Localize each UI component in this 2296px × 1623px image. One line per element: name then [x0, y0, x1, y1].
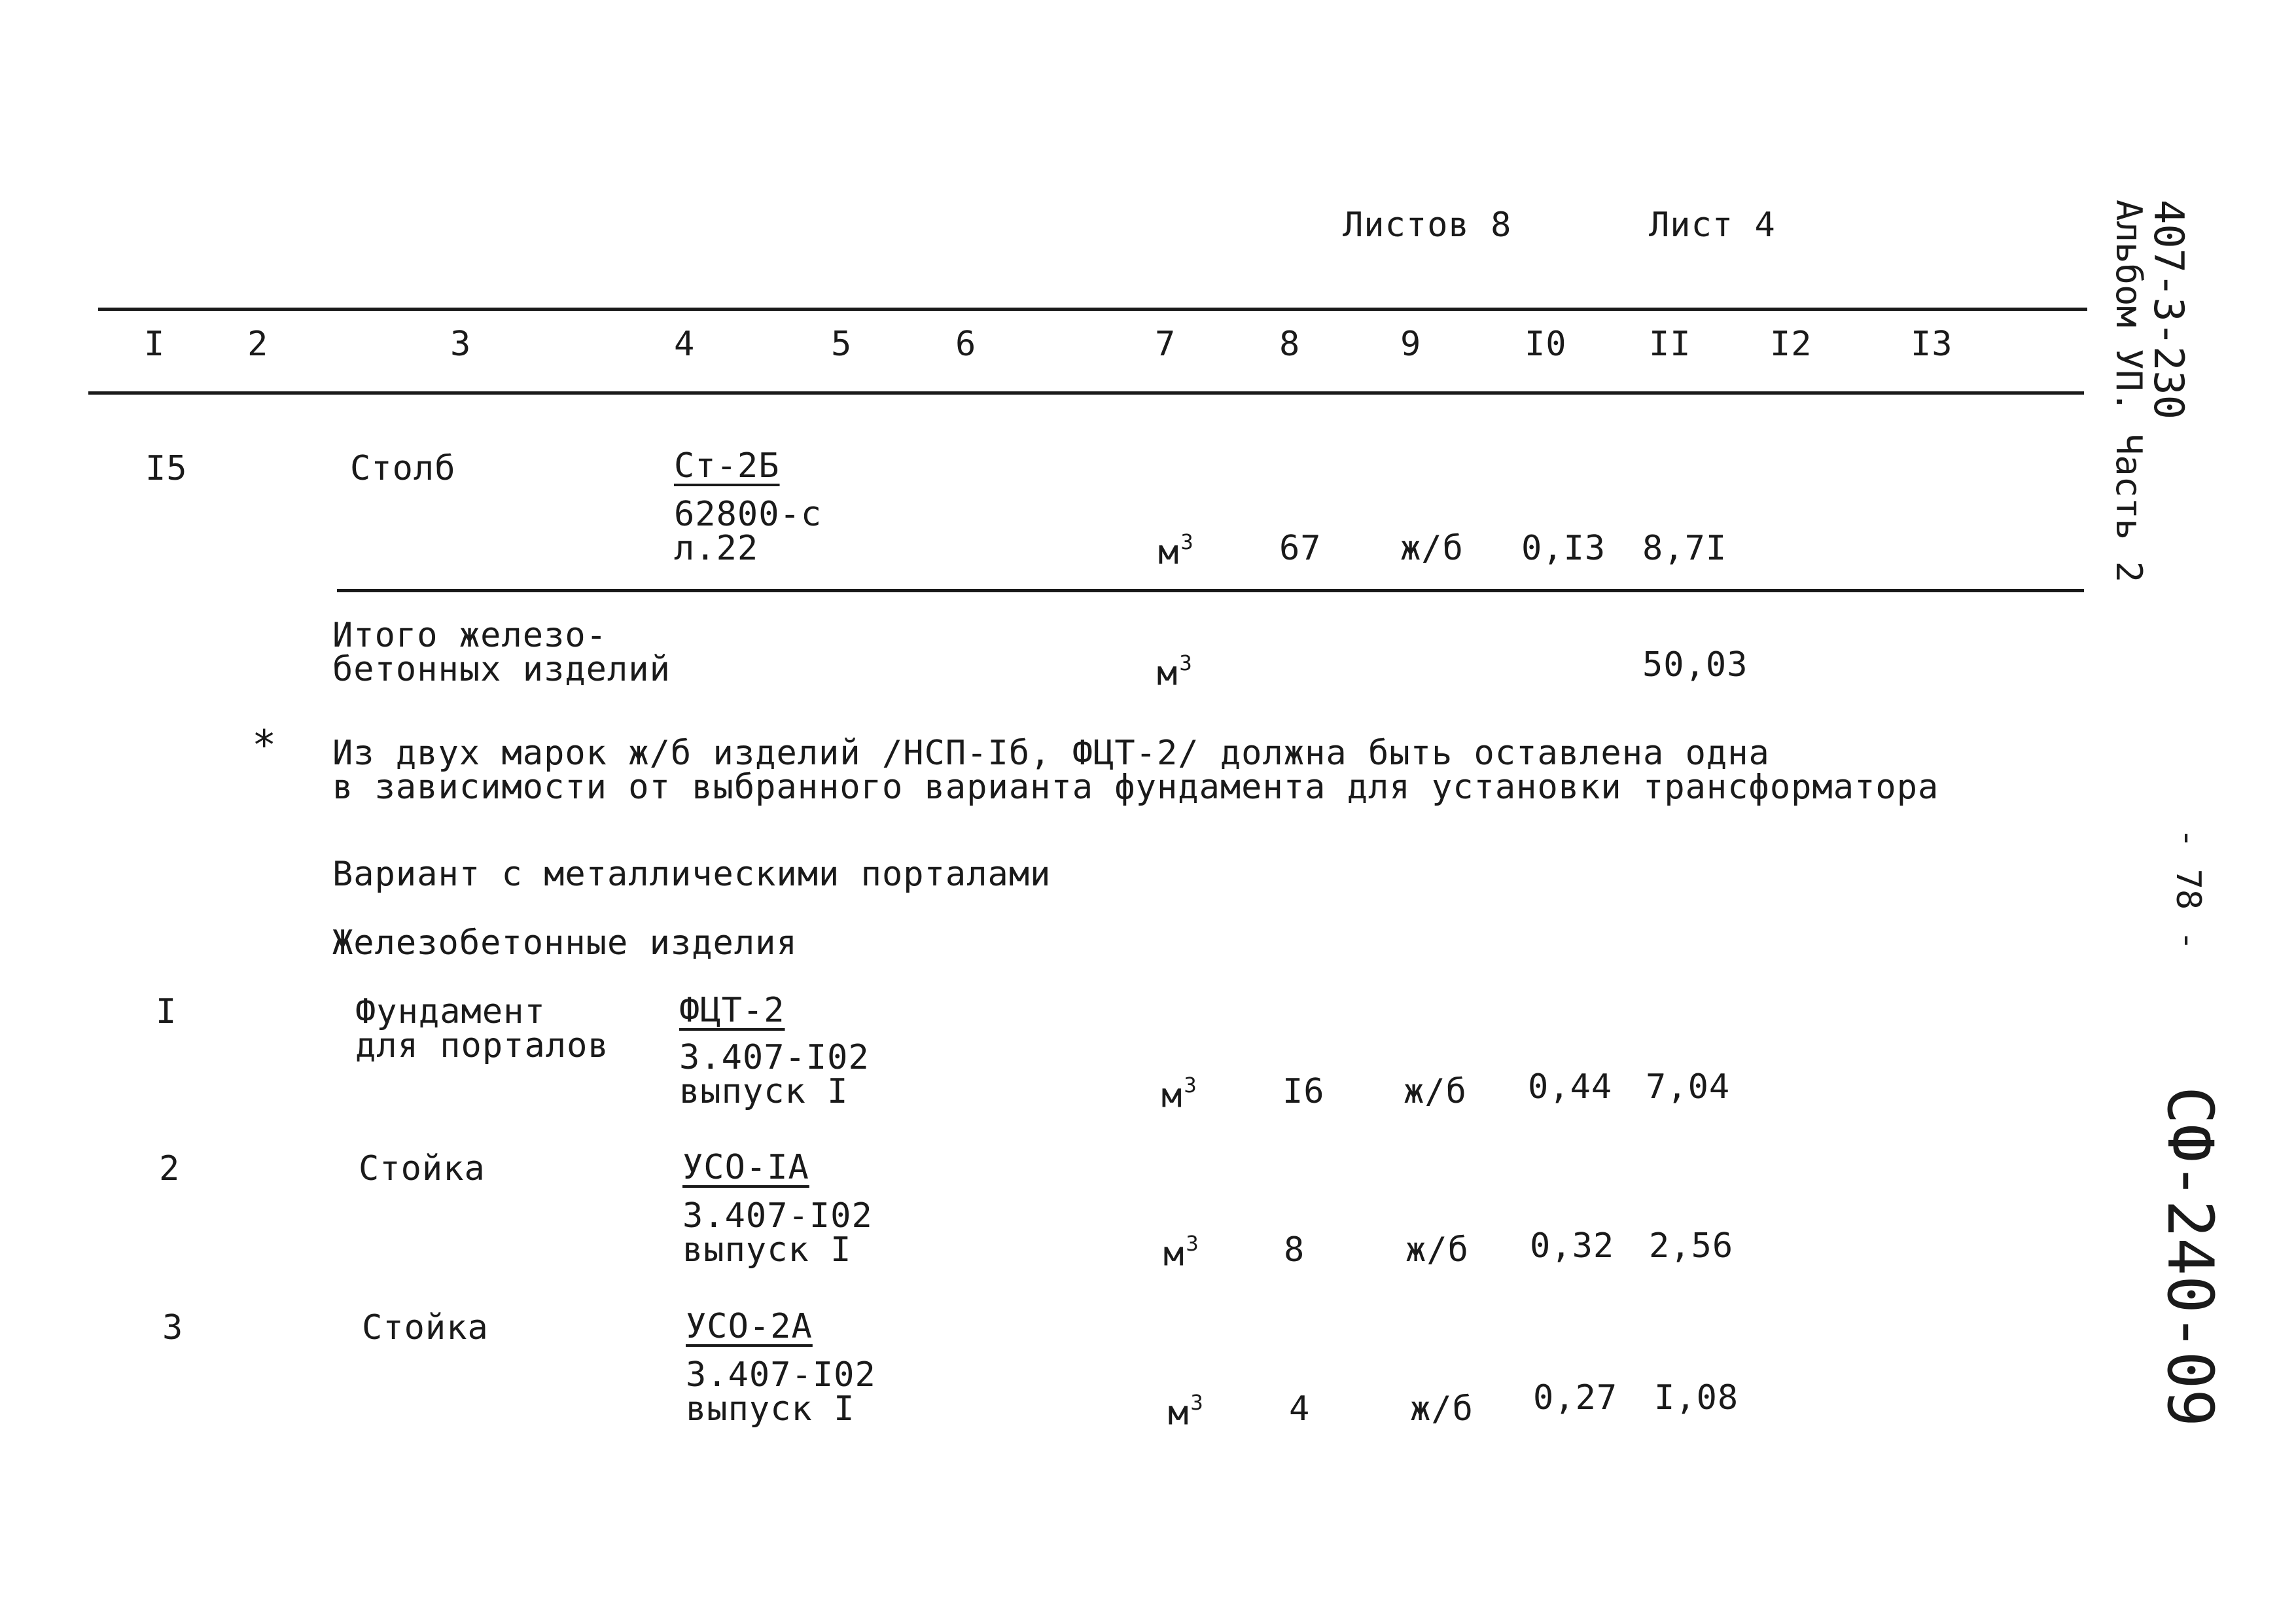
column-number-3: 3 — [450, 325, 472, 364]
footnote-marker: * — [252, 721, 277, 769]
subsection-title: Железобетонные изделия — [332, 923, 798, 963]
document-sheet: л.22 — [674, 529, 759, 568]
album-code: 407-3-230 — [2145, 200, 2193, 419]
document-reference: 3.407-I02 — [686, 1355, 876, 1395]
page-number: - 78 - — [2168, 828, 2208, 951]
unit: $м^3$ — [1163, 1231, 1199, 1274]
column-number-2: 2 — [247, 325, 269, 364]
item-name-line2: для порталов — [355, 1026, 609, 1065]
position-number: 3 — [162, 1308, 184, 1347]
quantity: 8 — [1284, 1230, 1305, 1270]
total-volume: 7,04 — [1646, 1067, 1731, 1107]
item-mark: ФЦТ-2 — [679, 991, 785, 1030]
position-number: I5 — [145, 449, 188, 488]
unit: $м^3$ — [1168, 1390, 1204, 1433]
column-number-11: II — [1649, 325, 1691, 364]
document-reference: 3.407-I02 — [679, 1038, 870, 1077]
position-number: I — [156, 992, 177, 1031]
unit-volume: 0,I3 — [1521, 529, 1606, 568]
unit-volume: 0,32 — [1530, 1226, 1615, 1266]
item-name: Стойка — [362, 1308, 489, 1347]
material: ж/б — [1410, 1389, 1474, 1429]
item-name: Стойка — [359, 1149, 486, 1188]
item-mark: УСО-IА — [682, 1148, 809, 1187]
total-value: 50,03 — [1642, 645, 1748, 685]
total-unit: $м^3$ — [1157, 651, 1193, 694]
section-title: Вариант с металлическими порталами — [332, 855, 1051, 894]
archive-code: СФ-240-09 — [2153, 1086, 2227, 1427]
total-volume: 2,56 — [1649, 1226, 1734, 1266]
column-number-13: I3 — [1911, 325, 1953, 364]
document-issue: выпуск I — [686, 1389, 855, 1429]
column-number-12: I2 — [1770, 325, 1812, 364]
column-number-4: 4 — [674, 325, 696, 364]
column-number-9: 9 — [1400, 325, 1422, 364]
footnote-line2: в зависимости от выбранного варианта фундамента для установки трансформатора — [332, 768, 1939, 807]
column-number-8: 8 — [1279, 325, 1301, 364]
material: ж/б — [1404, 1072, 1467, 1111]
unit-volume: 0,27 — [1533, 1378, 1618, 1418]
document-issue: выпуск I — [682, 1230, 852, 1270]
total-label-line2: бетонных изделий — [332, 650, 671, 689]
column-number-bottom-rule — [88, 391, 2084, 395]
column-number-5: 5 — [831, 325, 853, 364]
material: ж/б — [1405, 1230, 1469, 1270]
total-volume: I,08 — [1654, 1378, 1739, 1418]
document-issue: выпуск I — [679, 1072, 849, 1111]
total-volume: 8,7I — [1642, 529, 1727, 568]
quantity: I6 — [1282, 1072, 1325, 1111]
quantity: 67 — [1279, 529, 1322, 568]
footnote-line1: Из двух марок ж/б изделий /НСП-Iб, ФЦТ-2/ должна быть оставлена одна — [332, 734, 1770, 773]
unit: $м^3$ — [1158, 529, 1194, 573]
album-title: Альбом УП. Часть 2 — [2108, 200, 2149, 583]
material: ж/б — [1400, 529, 1464, 568]
sheets-total: Листов 8 — [1343, 205, 1512, 245]
item-name: Столб — [350, 449, 456, 488]
column-number-6: 6 — [955, 325, 977, 364]
column-number-10: I0 — [1525, 325, 1567, 364]
column-number-1: I — [144, 325, 166, 364]
item-name: Фундамент — [355, 992, 546, 1031]
table-top-rule — [98, 308, 2087, 311]
item-mark: Ст-2Б — [674, 446, 780, 486]
row-divider — [337, 589, 2084, 592]
total-label-line1: Итого железо- — [332, 616, 607, 655]
unit-volume: 0,44 — [1528, 1067, 1613, 1107]
quantity: 4 — [1289, 1389, 1311, 1429]
item-mark: УСО-2А — [686, 1307, 813, 1346]
column-number-7: 7 — [1155, 325, 1176, 364]
position-number: 2 — [159, 1149, 181, 1188]
sheet-number: Лист 4 — [1649, 205, 1776, 245]
document-reference: 3.407-I02 — [682, 1196, 873, 1236]
unit: $м^3$ — [1161, 1073, 1197, 1116]
document-reference: 62800-с — [674, 495, 822, 534]
